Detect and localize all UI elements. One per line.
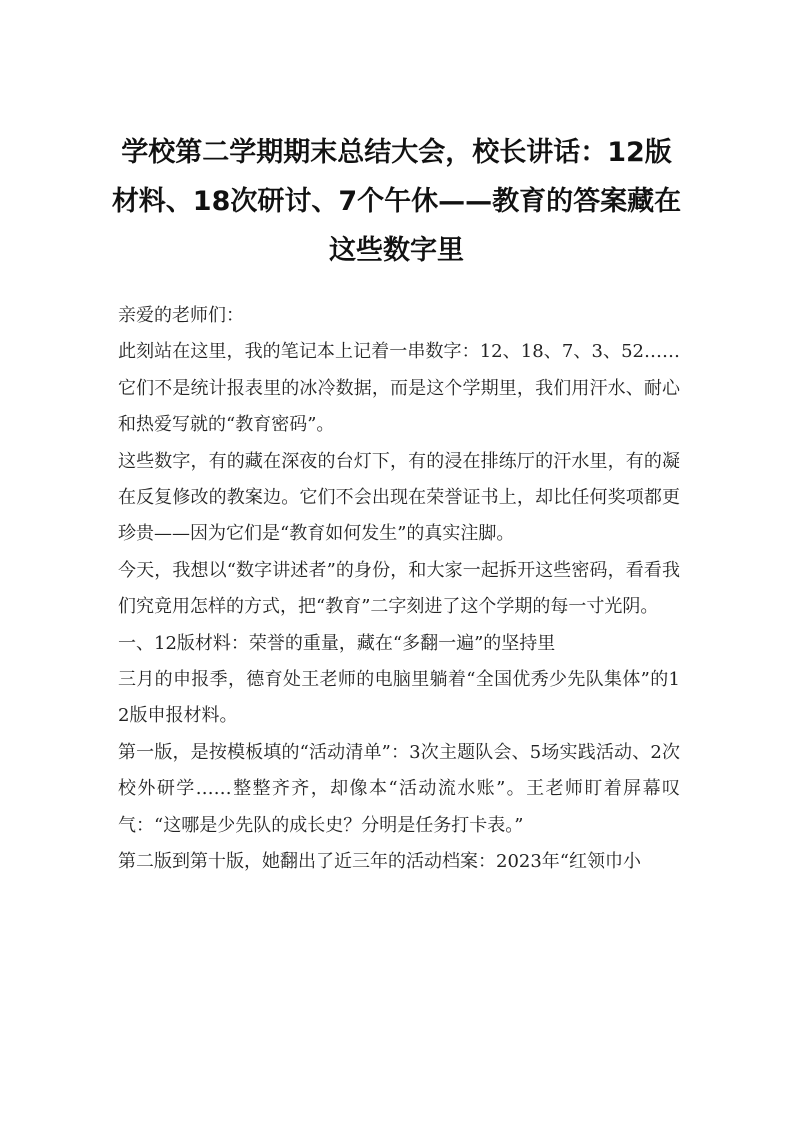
paragraph: 今天，我想以“数字讲述者”的身份，和大家一起拆开这些密码，看看我们究竟用怎样的方式，把“教育”二字刻进了这个学期的每一寸光阴。 [118,559,680,618]
document-title: 学校第二学期期末总结大会，校长讲话：12版材料、18次研讨、7个午休——教育的答案藏在这些数字里 [111,137,682,266]
paragraph: 第二版到第十版，她翻出了近三年的活动档案：2023年“红领巾小 [118,851,642,873]
paragraph: 这些数字，有的藏在深夜的台灯下，有的浸在排练厅的汗水里，有的凝在反复修改的教案边。它们不会出现在荣誉证书上，却比任何奖项都更珍贵——因为它们是“教育如何发生”的真实注脚。 [118,450,680,545]
paragraph: 此刻站在这里，我的笔记本上记着一串数字：12、18、7、3、52……它们不是统计报表里的冰冷数据，而是这个学期里，我们用汗水、耐心和热爱写就的“教育密码”。 [118,341,680,436]
paragraph: 第一版，是按模板填的“活动清单”：3次主题队会、5场实践活动、2次校外研学……整整齐齐，却像本“活动流水账”。王老师盯着屏幕叹气：“这哪是少先队的成长史？分明是任务打卡表。” [118,741,680,836]
paragraph: 三月的申报季，德育处王老师的电脑里躺着“全国优秀少先队集体”的12版申报材料。 [118,669,680,727]
section-heading: 一、12版材料：荣誉的重量，藏在“多翻一遍”的坚持里 [118,632,556,654]
salutation: 亲爱的老师们： [118,305,244,326]
document-body [118,298,680,881]
